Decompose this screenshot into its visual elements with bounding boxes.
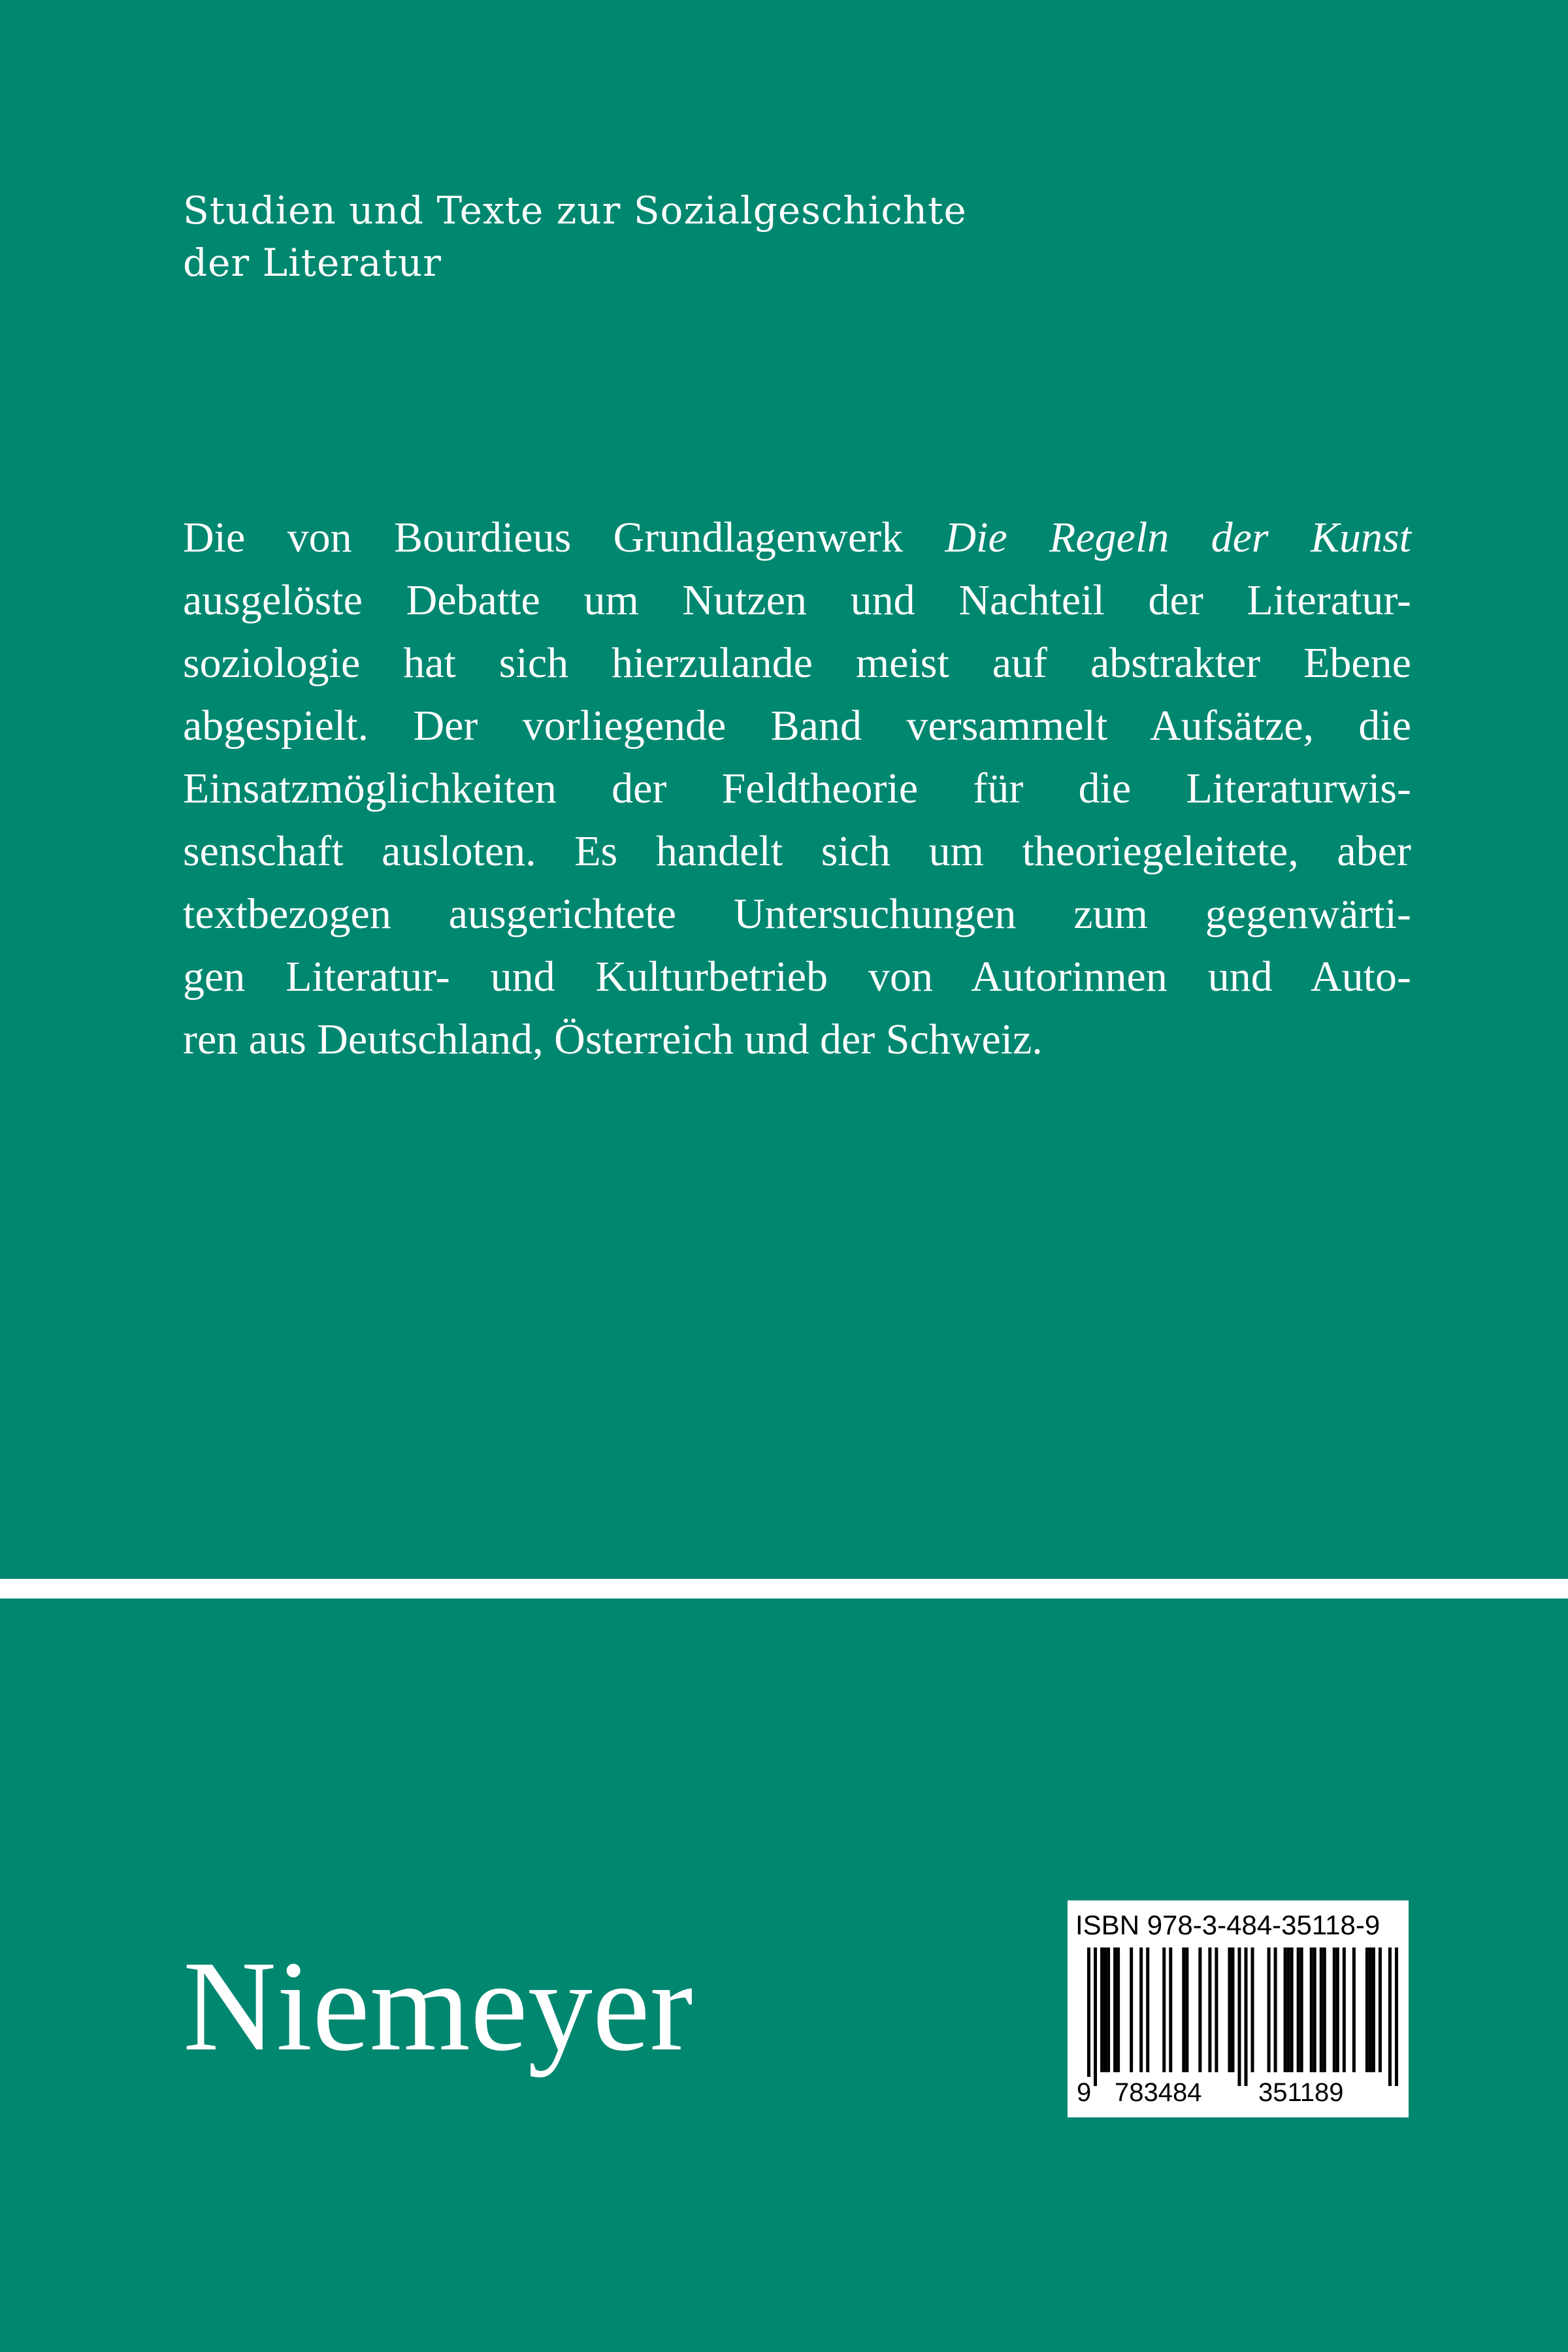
- barcode-bar: [1323, 1947, 1326, 2072]
- divider-line: [0, 1579, 1568, 1598]
- barcode-bar: [1274, 1947, 1277, 2072]
- barcode-bar: [1117, 1947, 1120, 2072]
- barcode-bar: [1284, 1947, 1287, 2072]
- barcode-bar: [1113, 1947, 1117, 2072]
- barcode-bar: [1146, 1947, 1149, 2072]
- series-title-line-2: der Literatur: [183, 240, 442, 285]
- description-line: textbezogen ausgerichtete Untersuchungen zum gegenwärti-: [183, 890, 1411, 938]
- book-title-reference: Die Regeln der Kunst: [945, 514, 1411, 561]
- barcode-bar: [1372, 1947, 1375, 2072]
- description-line: [183, 506, 1411, 569]
- series-title: [183, 184, 1163, 289]
- barcode-bar: [1297, 1947, 1300, 2072]
- barcode-bar: [1185, 1947, 1188, 2072]
- barcode-bar: [1182, 1947, 1185, 2072]
- barcode-bar: [1290, 1947, 1294, 2072]
- barcode-bar: [1094, 1947, 1097, 2086]
- barcode-bar: [1107, 1947, 1110, 2072]
- description-line: gen Literatur- und Kulturbetrieb von Autorinnen und Auto-: [183, 953, 1411, 1001]
- barcode-bar: [1162, 1947, 1166, 2072]
- barcode-bar: [1103, 1947, 1107, 2072]
- barcode-bar: [1237, 1947, 1241, 2086]
- barcode-bar: [1251, 1947, 1254, 2072]
- barcode-bar: [1333, 1947, 1336, 2072]
- description-line: soziologie hat sich hierzulande meist auf abstrakter Ebene: [183, 639, 1411, 687]
- barcode-bar: [1287, 1947, 1290, 2072]
- description-line: ausgelöste Debatte um Nutzen und Nachteil der Literatur-: [183, 576, 1411, 624]
- barcode-bar: [1313, 1947, 1316, 2072]
- description-line: abgespielt. Der vorliegende Band versammelt Aufsätze, die: [183, 702, 1411, 750]
- barcode-bar: [1395, 1947, 1398, 2086]
- barcode-bar: [1208, 1947, 1211, 2072]
- barcode-bar: [1198, 1947, 1201, 2072]
- barcode-digits-right: 351189: [1258, 2078, 1344, 2107]
- barcode-bar: [1139, 1947, 1143, 2072]
- isbn-label: ISBN 978-3-484-35118-9: [1075, 1910, 1380, 1940]
- description-line-text: Die von Bourdieus Grundlagenwerk: [183, 514, 945, 561]
- barcode-bar: [1369, 1947, 1372, 2072]
- barcode-bar: [1100, 1947, 1103, 2072]
- barcode-bar: [1379, 1947, 1382, 2072]
- barcode-bar: [1130, 1947, 1133, 2072]
- barcode-bar: [1365, 1947, 1369, 2072]
- publisher-logo: Niemeyer: [183, 1934, 693, 2078]
- barcode-bar: [1352, 1947, 1356, 2072]
- description-line: Einsatzmöglichkeiten der Feldtheorie für die Literaturwis-: [183, 765, 1411, 812]
- barcode-bar: [1267, 1947, 1271, 2072]
- isbn-barcode: [1068, 1900, 1409, 2117]
- barcode-bars: [1087, 1947, 1398, 2086]
- barcode-bar: [1245, 1947, 1248, 2086]
- description-text: [183, 506, 1411, 1071]
- barcode-bar: [1228, 1947, 1231, 2072]
- description-line: ren aus Deutschland, Österreich und der Schweiz.: [183, 1016, 1043, 1063]
- barcode-bar: [1388, 1947, 1392, 2086]
- barcode-bar: [1320, 1947, 1323, 2072]
- barcode-bar: [1310, 1947, 1313, 2072]
- barcode-bar: [1215, 1947, 1218, 2072]
- barcode-bar: [1087, 1947, 1090, 2086]
- barcode-bar: [1231, 1947, 1234, 2072]
- barcode-bar: [1336, 1947, 1339, 2072]
- barcode-digits-left: 783484: [1115, 2078, 1202, 2107]
- barcode-bar: [1343, 1947, 1346, 2072]
- barcode-bar: [1169, 1947, 1172, 2072]
- series-title-line-1: Studien und Texte zur Sozialgeschichte: [183, 188, 967, 233]
- barcode-digit-first: 9: [1077, 2078, 1092, 2107]
- barcode-bar: [1300, 1947, 1303, 2072]
- description-line: senschaft ausloten. Es handelt sich um theoriegeleitete, aber: [183, 827, 1411, 875]
